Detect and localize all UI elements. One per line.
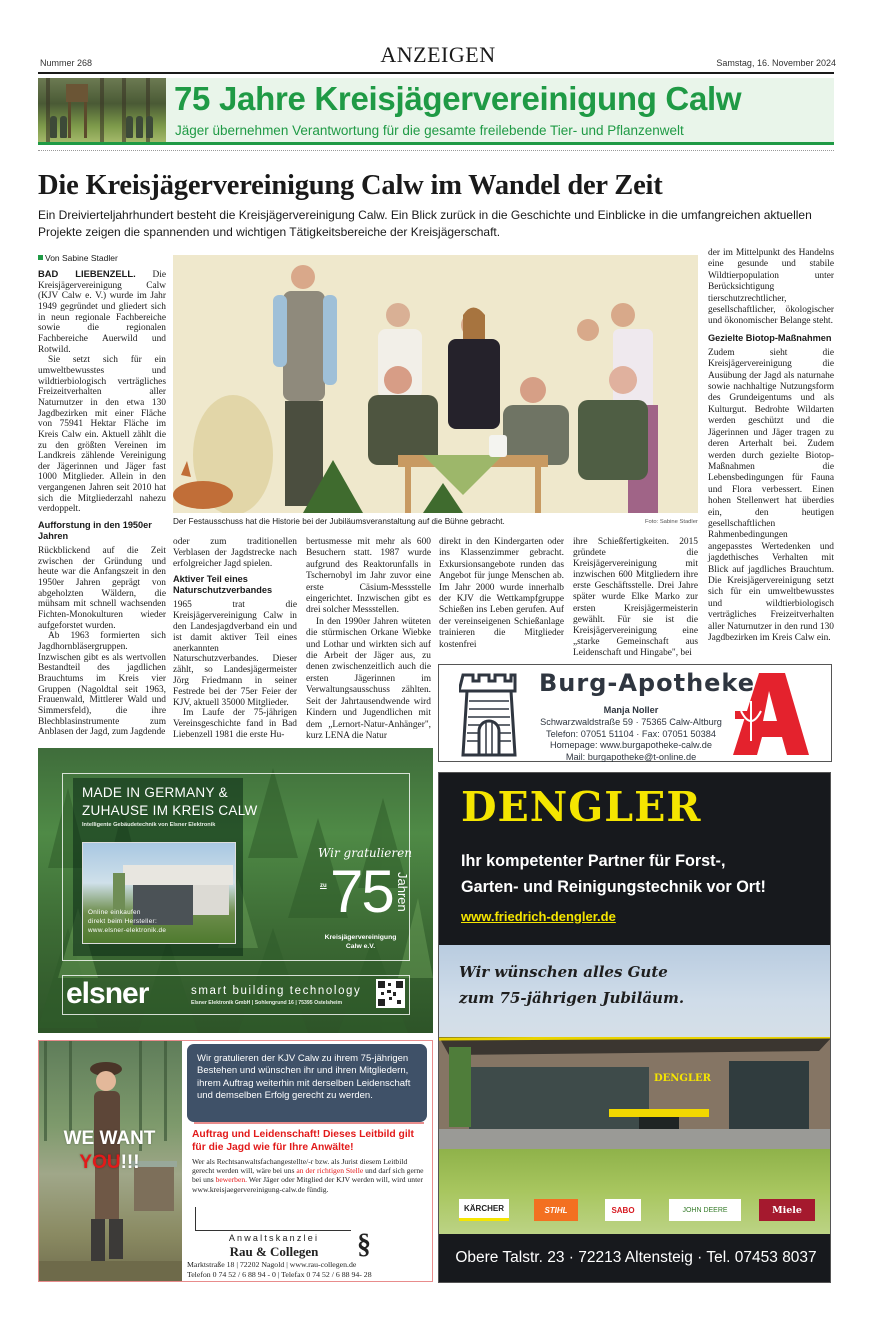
article-column-1 — [38, 269, 166, 738]
elsner-congrats: Wir gratulieren — [318, 846, 412, 860]
elsner-online: Online einkaufen direkt beim Hersteller: www.elsner-elektronik.de — [88, 909, 167, 934]
elsner-headline: MADE IN GERMANY & ZUHAUSE IM KREIS CALW — [82, 785, 258, 818]
castle-tower-icon — [459, 673, 519, 757]
photo-caption: Der Festausschuss hat die Historie bei der Jubiläumsveranstaltung auf die Bühne gebracht. — [173, 517, 505, 526]
byline-author: Von Sabine Stadler — [45, 253, 118, 263]
article-column-2 — [173, 537, 297, 741]
subheading: Gezielte Biotop-Maßnahmen — [708, 332, 832, 343]
elsner-tagline: smart building technology — [191, 985, 362, 997]
paragraph: oder zum traditionellen Verblasen der Jagdstrecke nach erfolgreicher Jagd spielen. — [173, 537, 297, 569]
byline — [38, 253, 118, 263]
byline-marker — [38, 255, 43, 260]
paragraph: Zudem sieht die Kreisjägervereinigung die Ausübung der Jagd als naturnahe sowie nachhaltige Nutzungsform des Grundeigentums und als Kulturgut. Bedrohte Wildarten werden geschützt und die Jägerinnen und Jäger tragen zu deren Arterhalt bei. Zudem werden durch gezielte Biotop-Maßnahmen die Lebensbedingungen für Fauna und Flora verbessert. Einen hohen Stellenwert hat überdies ein, den heutigen gesellschaftlichen Rahmenbedingungen angepasstes Wertedenken und jagdethisches Verhalten mit Blick auf jagdliches Brauchtum. Die Kreisjägervereinigung setzt sich für ein umweltbewusstes und wildtierbiologisch verträgliches Freizeitverhalten aller Naturnutzer in den rund 130 Jagdbezirken im Kreis Calw ein. — [708, 347, 834, 643]
anniversary-banner — [38, 78, 834, 145]
rau-contact-address: Marktstraße 18 | 72202 Nagold | www.rau-collegen.de — [187, 1260, 357, 1269]
dengler-wish: Wir wünschen alles Gute zum 75-jährigen Jubiläum. — [459, 963, 685, 1007]
rau-contact — [187, 1260, 432, 1280]
divider — [38, 150, 834, 151]
apotheke-homepage[interactable]: Homepage: www.burgapotheke-calw.de — [550, 740, 712, 751]
article-column-5 — [573, 537, 698, 659]
ad-burg-apotheke[interactable] — [438, 664, 832, 762]
section-title: ANZEIGEN — [380, 42, 496, 67]
elsner-75: 75 — [330, 858, 393, 925]
issue-date: Samstag, 16. November 2024 — [716, 58, 836, 68]
paragraph: ihre Schießfertigkeiten. 2015 gründete die Kreisjägervereinigung mit inzwischen 600 Mitgliedern ihre erste Geschäftsstelle. Drei Jahre später wurde Elke Marko zur ersten Kreisjägermeisterin gewählt. Für sie ist die Kreisjägervereinigung eine „starke Gemeinschaft aus Leidenschaft und Hingabe", bei — [573, 537, 698, 658]
dengler-url[interactable]: www.friedrich-dengler.de — [461, 909, 616, 924]
elsner-kjv: Kreisjägervereinigung Calw e.V. — [324, 934, 397, 950]
brand-john-deere: JOHN DEERE — [669, 1199, 741, 1221]
article-deck: Ein Dreivierteljahrhundert besteht die Kreisjägervereinigung Calw. Ein Blick zurück in die Geschichte und Einblicke in die umfangreichen aktuellen Projekte zeigen die spannenden und wichtigen Tätigkeitsbereiche der Kreisjägerschaft. — [38, 208, 812, 239]
elsner-zu: zu — [320, 883, 327, 889]
paragraph: direkt in den Kindergarten oder ins Klassenzimmer gebracht. Exkursionsangebote runden das Angebot für junge Menschen ab. Im Jahr 2000 wurde innerhalb der KJV die Wettkampfgruppe Schießen ins Leben gerufen. Auf der vereinseigenen Schießanlage trainieren die Mitglieder kostenfrei — [439, 537, 564, 650]
paragraph: bertusmesse mit mehr als 600 Besuchern statt. 1987 wurde aufgrund des Reaktorunfalls in Tschernobyl im Jahr zuvor eine erste Cäsium-Messstelle eingerichtet. Inzwischen gibt es drei solcher Messstellen. — [306, 537, 431, 616]
ad-elsner[interactable] — [38, 748, 433, 1033]
apotheke-phone: Telefon: 07051 51104 · Fax: 07051 50384 — [546, 728, 716, 739]
article-headline: Die Kreisjägervereinigung Calw im Wandel der Zeit — [38, 170, 663, 201]
banner-subtitle: Jäger übernehmen Verantwortung für die gesamte freilebende Tier- und Pflanzenwelt — [175, 123, 684, 138]
article-column-3 — [306, 537, 431, 742]
apotheke-contact — [531, 705, 731, 764]
article-column-6 — [708, 248, 834, 644]
rau-kanzlei: Anwaltskanzlei — [228, 1233, 320, 1243]
subheading: Aktiver Teil eines Naturschutzverbandes — [173, 574, 273, 596]
dengler-store-photo — [439, 1037, 831, 1149]
elsner-jahren: Jahren — [395, 872, 410, 912]
brand-sabo: SABO — [605, 1199, 641, 1221]
article-photo-stage — [173, 255, 698, 513]
brand-miele: Miele — [759, 1199, 815, 1221]
dateline: BAD LIEBENZELL. — [38, 268, 136, 279]
paragraph: Sie setzt sich für ein umweltbewusstes und wildtierbiologisch verträgliches Freizeitverhalten aller Naturnutzer in den etwa 130 Jagdbezirken mit einer Fläche von 75941 Hektar Fläche im Kreis Calw ein. Aktuell zählt die zu den größten Vereinen im Landkreis zählende Vereinigung der Jägerinnen und Jäger fast 1000 Mitglieder. Allein in den vergangenen Jahren seit 2010 hat sich die Mitgliederzahl nahezu verdoppelt. — [38, 355, 166, 515]
elsner-url[interactable]: www.elsner-elektronik.de — [88, 927, 167, 934]
rau-body: Wer als Rechtsanwaltsfachangestellte/-r bzw. als Jurist diesem Leitbild gerecht werden will, wäre bei uns an der richtigen Stelle und darf sich gerne bei uns bewerben. Wer Jäger oder Mitglied der KJV werden will, wird unter www.kreisjaegervereinigung-calw.de fündig. — [192, 1157, 424, 1194]
elsner-logo: elsner — [66, 977, 149, 1010]
apotheke-a-logo-icon — [731, 671, 811, 757]
paragraph: In den 1990er Jahren wüteten die stürmischen Orkane Wiebke und Lothar und wirkten sich auf die Arbeit der Jäger aus, zu denen zwischenzeitlich auch die ersten Jägerinnen im Verwaltungsausschuss zählten. Seit der Jahrtausendwende wird Kindern und Jugendlichen mit dem „Lernort-Natur-Anhänger", kurz LENA die Natur — [306, 616, 431, 741]
we-want-you-text: WE WANT YOU!!! — [63, 1128, 156, 1173]
issue-number: Nummer 268 — [40, 58, 93, 68]
ad-dengler[interactable] — [438, 772, 831, 1283]
paragraph: BAD LIEBENZELL. Die Kreisjägervereinigung Calw (KJV Calw e. V.) wurde im Jahr 1949 gegründet und gliedert sich in neun regionale Fachbereiche sowie die regionalen Fachbereiche Auerwild und Rotwild. — [38, 268, 166, 355]
paragraph: 1965 trat die Kreisjägervereinigung Calw in den Landesjagdverband ein und ist damit aktiver Teil eines anerkannten Naturschutzverbandes. Dieser zählt, so Landesjägermeister Jörg Friedmann in seiner Festrede bei der 75er Feier der KJV, aktuell 35000 Mitglieder. — [173, 600, 297, 708]
rau-firm-name: Rau & Collegen — [229, 1244, 319, 1259]
elsner-address: Elsner Elektronik GmbH | Sohlengrund 16 | 75395 Ostelsheim — [191, 1000, 343, 1006]
dengler-grass — [439, 1149, 831, 1234]
rau-headline: Auftrag und Leidenschaft! Dieses Leitbild gilt für die Jagd wie für Ihre Anwälte! — [192, 1129, 414, 1153]
dengler-address: Obere Talstr. 23 · 72213 Altensteig · Tel. 07453 8037 — [455, 1249, 817, 1266]
paragraph-sign-icon: § — [357, 1229, 371, 1260]
dengler-logo: DENGLER — [461, 783, 702, 831]
stage-scene-illustration — [173, 255, 698, 513]
dengler-store-sign: DENGLER — [654, 1073, 711, 1084]
elsner-intelligent: Intelligente Gebäudetechnik von Elsner Elektronik — [82, 822, 216, 828]
article-column-4 — [439, 537, 564, 651]
red-divider — [194, 1122, 424, 1124]
banner-title: 75 Jahre Kreisjägervereinigung Calw — [174, 80, 742, 117]
header-rule — [38, 72, 834, 74]
rau-contact-phone: Telefon 0 74 52 / 6 88 94 - 0 | Telefax 0 74 52 / 6 88 94- 28 — [187, 1270, 372, 1279]
congrats-bubble: Wir gratulieren der KJV Calw zu ihrem 75-jährigen Bestehen und wünschen ihr und ihren Mitgliedern, ihrem Auftrag weiterhin mit derselben Leidenschaft und demselben Erfolg gerecht zu werden. — [187, 1044, 427, 1122]
paragraph: Rückblickend auf die Zeit zwischen der Gründung und heute war die Anfangszeit in den 1950er Jahren geprägt von abgeholzten Wäldern, die mühsam mit schnell wachsenden Fichten-Monokulturen wieder aufgeforstet wurden. — [38, 546, 166, 631]
apotheke-address: Schwarzwaldstraße 59 · 75365 Calw-Altburg — [540, 716, 722, 727]
subheading: Aufforstung in den 1950er Jahren — [38, 520, 152, 542]
apotheke-name: Burg-Apotheke — [539, 669, 756, 697]
paragraph: der im Mittelpunkt des Handelns eine gesunde und stabile Wildtierpopulation unter Berücksichtigung tierschutzrechtlicher, gesellschaftlicher, ökologischer und ökonomischer Belange steht. — [708, 248, 834, 327]
dengler-slogan: Ihr kompetenter Partner für Forst-, Garten- und Reinigungstechnik vor Ort! — [461, 852, 766, 896]
photo-credit: Foto: Sabine Stadler — [645, 519, 698, 525]
ad-rau-collegen[interactable] — [38, 1040, 433, 1282]
qr-code-icon[interactable] — [376, 979, 405, 1008]
brand-stihl: STIHL — [534, 1199, 578, 1221]
brand-kaercher: KÄRCHER — [459, 1199, 509, 1221]
paragraph: Ab 1963 formierten sich Jagdhornbläsergruppen. Inzwischen gibt es als wertvollen Bestandteil des jagdlichen Brauchtums im Kreis vier Gruppen (Nagoldtal seit 1963, Frauenwald, Mittlerer Wald und Simmersfeld), die ihre Blechblasinstrumente zum Anblasen der Jagd, zum Jagdende — [38, 631, 166, 738]
apotheke-mail[interactable]: Mail: burgapotheke@t-online.de — [565, 752, 697, 763]
rau-logo-frame — [195, 1207, 351, 1231]
banner-photo-forest — [38, 78, 166, 142]
paragraph: Im Laufe der 75-jährigen Vereinsgeschichte fand in Bad Liebenzell 1981 die erste Hu- — [173, 708, 297, 740]
apotheke-owner: Manja Noller — [603, 705, 659, 715]
